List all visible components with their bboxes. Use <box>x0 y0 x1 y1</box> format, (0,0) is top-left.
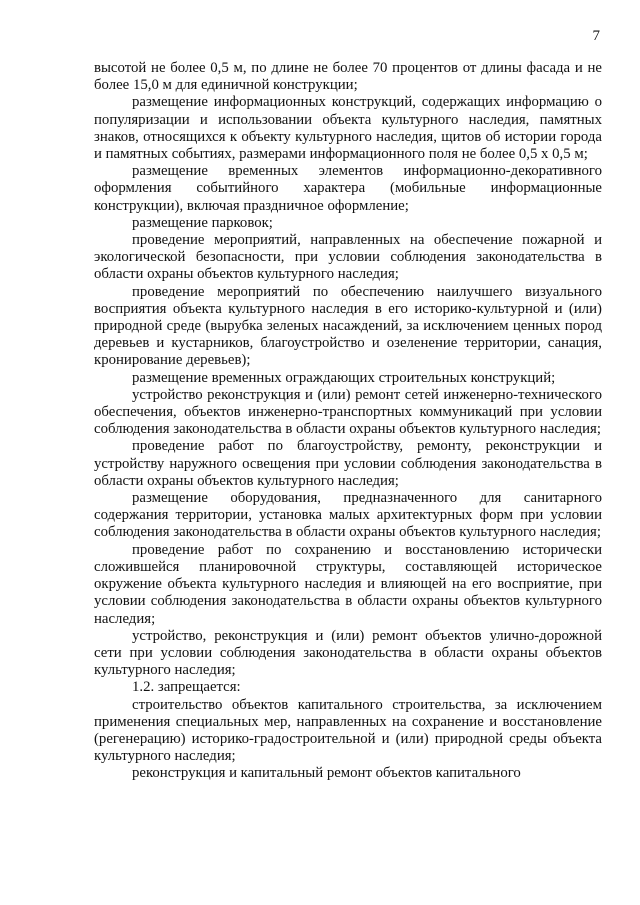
paragraph: строительство объектов капитального строительства, за исключением применения специальных мер, направленных на сохранение и восстановление (регенерацию) историко-градостроительной и (или) природной среды объекта культурного наследия; <box>94 696 602 765</box>
paragraph: проведение мероприятий по обеспечению наилучшего визуального восприятия объекта культурного наследия в его историко-культурной и (или) природной среде (вырубка зеленых насаждений, за исключением ценных пород деревьев и кустарников, благоустройство и озеленение территории, санация, кронирование деревьев); <box>94 283 602 369</box>
paragraph: размещение парковок; <box>132 214 273 231</box>
paragraph: реконструкция и капитальный ремонт объектов капитального <box>132 765 521 782</box>
document-body <box>94 60 602 783</box>
paragraph: размещение информационных конструкций, содержащих информацию о популяризации и использовании объекта культурного наследия, памятных знаков, относящихся к объекту культурного наследия, щитов об истории города и памятных событиях, размерами информационного поля не более 0,5 х 0,5 м; <box>94 94 602 163</box>
paragraph: проведение мероприятий, направленных на обеспечение пожарной и экологической безопасности, при условии соблюдения законодательства в области охраны объектов культурного наследия; <box>94 232 602 283</box>
paragraph: проведение работ по сохранению и восстановлению исторически сложившейся планировочной структуры, составляющей историческое окружение объекта культурного наследия и влияющей на его восприятие, при условии соблюдения законодательства в области охраны объектов культурного наследия; <box>94 541 602 627</box>
paragraph: устройство, реконструкция и (или) ремонт объектов улично-дорожной сети при условии соблюдения законодательства в области охраны объектов культурного наследия; <box>94 627 602 679</box>
paragraph: размещение временных элементов информационно-декоративного оформления событийного характера (мобильные информационные конструкции), включая праздничное оформление; <box>94 163 602 214</box>
paragraph: проведение работ по благоустройству, ремонту, реконструкции и устройству наружного освещения при условии соблюдения законодательства в области охраны объектов культурного наследия; <box>94 438 602 489</box>
paragraph: размещение временных ограждающих строительных конструкций; <box>132 369 556 386</box>
section-heading: 1.2. запрещается: <box>132 679 241 696</box>
paragraph: размещение оборудования, предназначенного для санитарного содержания территории, установка малых архитектурных форм при условии соблюдения законодательства в области охраны объектов культурного наследия; <box>94 490 602 541</box>
paragraph: устройство реконструкция и (или) ремонт сетей инженерно-технического обеспечения, объектов инженерно-транспортных коммуникаций при условии соблюдения законодательства в области охраны объектов культурного наследия; <box>94 386 602 438</box>
paragraph: высотой не более 0,5 м, по длине не более 70 процентов от длины фасада и не более 15,0 м для единичной конструкции; <box>94 60 602 94</box>
page-number: 7 <box>592 28 600 44</box>
